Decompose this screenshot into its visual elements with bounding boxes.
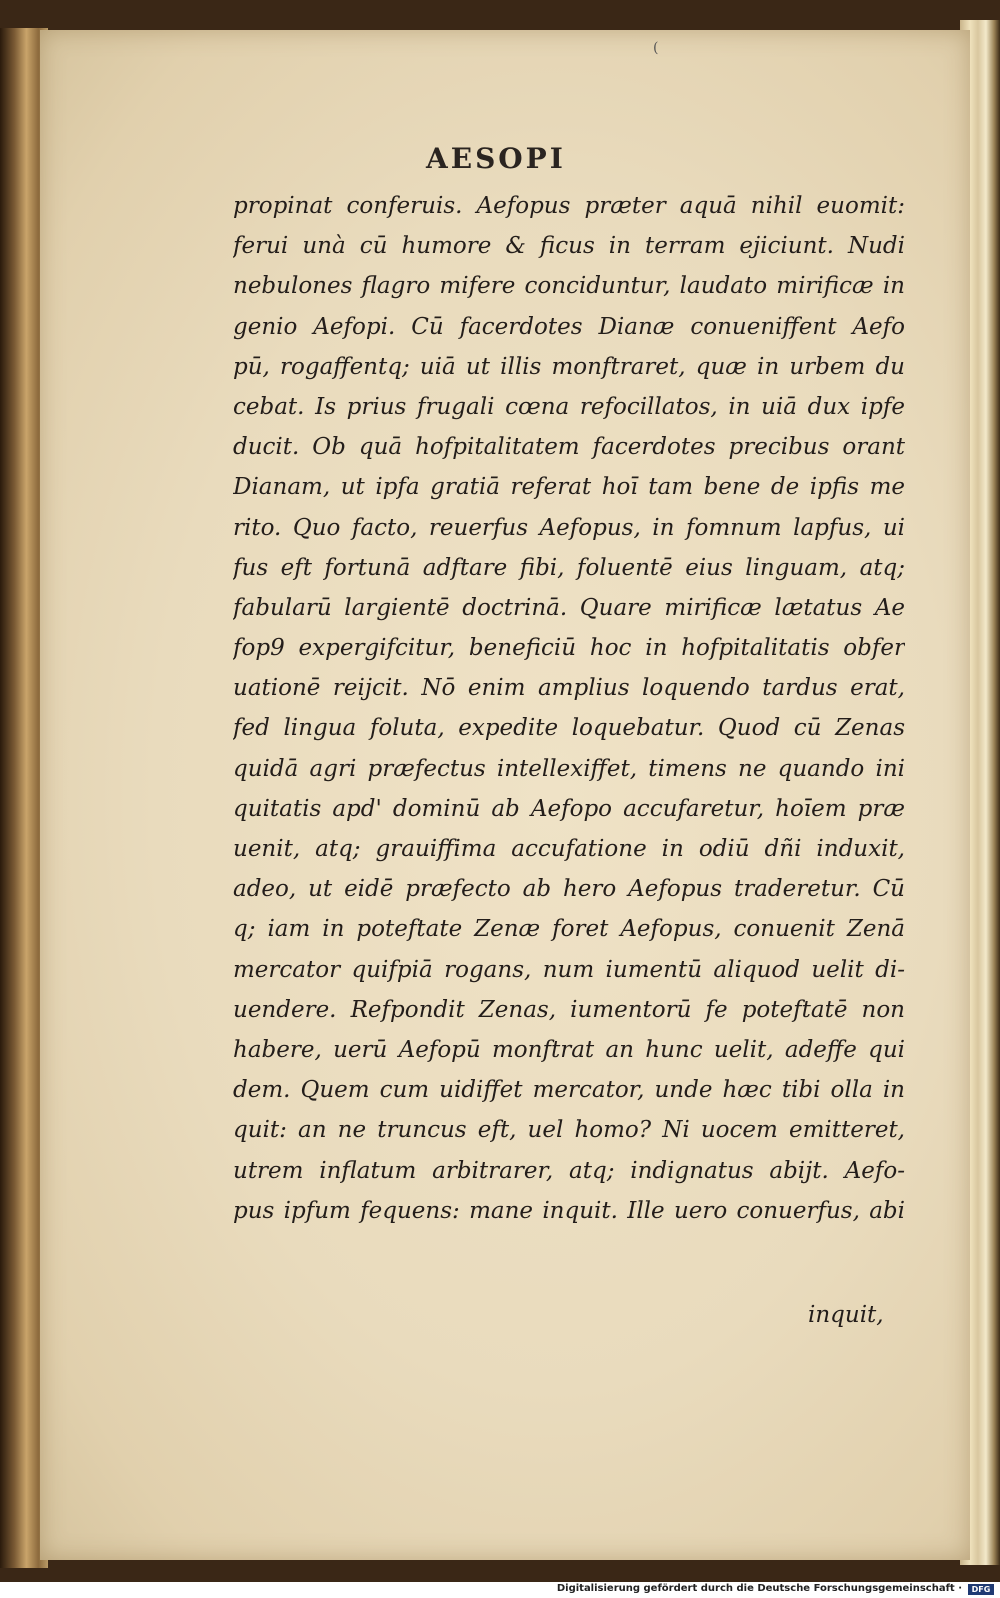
text-line: fabularū largientē doctrinā. Quare mirificæ lætatus Ae xyxy=(233,594,905,621)
text-line: dem. Quem cum uidiffet mercator, unde hæc tibi olla in xyxy=(233,1077,905,1104)
running-head: AESOPI xyxy=(426,142,566,175)
text-line: utrem inflatum arbitrarer, atq; indignatus abijt. Aefo- xyxy=(233,1157,905,1184)
text-line: ducit. Ob quā hofpitalitatem facerdotes precibus orant xyxy=(233,434,905,461)
text-line: nebulones flagro mifere conciduntur, laudato mirificæ in xyxy=(233,273,905,300)
text-line: uationē reijcit. Nō enim amplius loquendo tardus erat, xyxy=(233,675,905,702)
catchword: inquit, xyxy=(808,1302,884,1328)
text-line: propinat conferuis. Aefopus præter aquā nihil euomit: xyxy=(233,193,905,219)
text-line: cebat. Is prius frugali cœna refocillatos, in uiā dux ipfe xyxy=(233,393,905,420)
text-line: quidā agri præfectus intellexiffet, timens ne quando ini xyxy=(233,755,905,782)
text-line: fus eft fortunā adftare fibi, foluentē eius linguam, atq; xyxy=(233,554,905,581)
body-text xyxy=(233,186,905,1231)
text-line: adeo, ut eidē præfecto ab hero Aefopus traderetur. Cū xyxy=(233,876,905,903)
footer-bar xyxy=(0,1582,1000,1598)
text-line: uendere. Refpondit Zenas, iumentorū fe poteftatē non xyxy=(233,996,905,1023)
text-line: mercator quifpiā rogans, num iumentū aliquod uelit di- xyxy=(233,956,905,983)
text-line: quitatis apd' dominū ab Aefopo accufaretur, hoīem præ xyxy=(233,795,905,822)
text-line: uenit, atq; grauiffima accufatione in odiū dñi induxit, xyxy=(233,836,905,862)
text-line: fed lingua foluta, expedite loquebatur. Quod cū Zenas xyxy=(233,715,905,742)
text-line: quit: an ne truncus eft, uel homo? Ni uocem emitteret, xyxy=(233,1117,905,1144)
text-line: q; iam in poteftate Zenæ foret Aefopus, conuenit Zenā xyxy=(233,916,905,943)
text-line: pū, rogaffentq; uiā ut illis monftraret, quæ in urbem du xyxy=(233,353,905,380)
funding-credit: Digitalisierung gefördert durch die Deutsche Forschungsgemeinschaft · xyxy=(556,1583,962,1594)
text-line: pus ipfum fequens: mane inquit. Ille uero conuerfus, abi xyxy=(233,1197,905,1224)
dfg-logo: DFG xyxy=(968,1584,994,1595)
text-line: habere, uerū Aefopū monftrat an hunc uelit, adeffe qui xyxy=(233,1036,905,1063)
text-line: rito. Quo facto, reuerfus Aefopus, in fomnum lapfus, ui xyxy=(233,514,905,541)
text-line: fop9 expergifcitur, beneficiū hoc in hofpitalitatis obfer xyxy=(233,635,905,662)
page-top-mark: ( xyxy=(653,40,659,56)
text-line: ferui unà cū humore & ficus in terram ejiciunt. Nudi xyxy=(233,233,905,260)
text-line: Dianam, ut ipfa gratiā referat hoī tam bene de ipfis me xyxy=(233,474,905,501)
text-line: genio Aefopi. Cū facerdotes Dianæ conueniffent Aefo xyxy=(233,313,905,340)
